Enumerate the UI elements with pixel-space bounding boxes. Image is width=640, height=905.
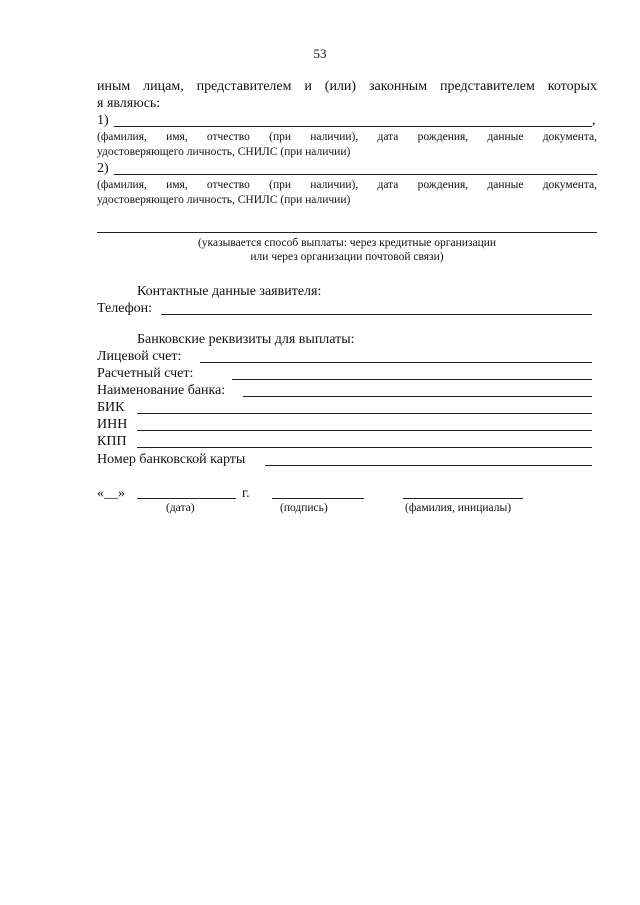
person-1-hint-line-2: удостоверяющего личность, СНИЛС (при наличии) — [97, 146, 351, 158]
person-2-hint-line-1: (фамилия, имя, отчество (при наличии), дата рождения, данные документа, — [97, 179, 597, 191]
settlement-account-label: Расчетный счет: — [97, 366, 194, 381]
year-suffix: г. — [242, 486, 250, 501]
phone-label: Телефон: — [97, 301, 153, 316]
inn-field[interactable] — [137, 430, 592, 431]
person-2-number: 2) — [97, 161, 109, 176]
name-initials-field[interactable] — [403, 498, 523, 499]
card-number-label: Номер банковской карты — [97, 452, 246, 467]
payment-method-hint-line-1: (указывается способ выплаты: через кредитные организации — [197, 237, 497, 249]
signature-caption: (подпись) — [280, 502, 328, 514]
signature-field[interactable] — [272, 498, 364, 499]
name-initials-caption: (фамилия, инициалы) — [405, 502, 512, 514]
personal-account-label: Лицевой счет: — [97, 349, 182, 364]
bik-field[interactable] — [137, 413, 592, 414]
bank-name-field[interactable] — [243, 396, 592, 397]
inn-label: ИНН — [97, 417, 128, 432]
person-2-hint-line-2: удостоверяющего личность, СНИЛС (при наличии) — [97, 194, 351, 206]
date-month-field[interactable] — [137, 498, 236, 499]
payment-method-line[interactable] — [97, 232, 597, 233]
date-caption: (дата) — [166, 502, 195, 514]
person-1-number: 1) — [97, 113, 109, 128]
contacts-heading: Контактные данные заявителя: — [137, 284, 322, 299]
person-1-hint-line-1: (фамилия, имя, отчество (при наличии), дата рождения, данные документа, — [97, 131, 597, 143]
personal-account-field[interactable] — [200, 362, 592, 363]
bik-label: БИК — [97, 400, 125, 415]
bank-name-label: Наименование банка: — [97, 383, 226, 398]
person-1-fill-line[interactable] — [114, 126, 592, 127]
page-number: 53 — [313, 46, 327, 61]
settlement-account-field[interactable] — [232, 379, 592, 380]
bank-heading: Банковские реквизиты для выплаты: — [137, 332, 355, 347]
kpp-field[interactable] — [137, 447, 592, 448]
intro-line-2: я являюсь: — [97, 96, 161, 111]
person-1-comma: , — [592, 113, 596, 128]
card-number-field[interactable] — [265, 465, 592, 466]
kpp-label: КПП — [97, 434, 127, 449]
intro-line-1: иным лицам, представителем и (или) законным представителем которых — [97, 79, 597, 94]
date-day-quote: «__» — [97, 486, 125, 501]
payment-method-hint-line-2: или через организации почтовой связи) — [250, 251, 444, 263]
person-2-fill-line[interactable] — [114, 174, 597, 175]
phone-field[interactable] — [161, 314, 592, 315]
